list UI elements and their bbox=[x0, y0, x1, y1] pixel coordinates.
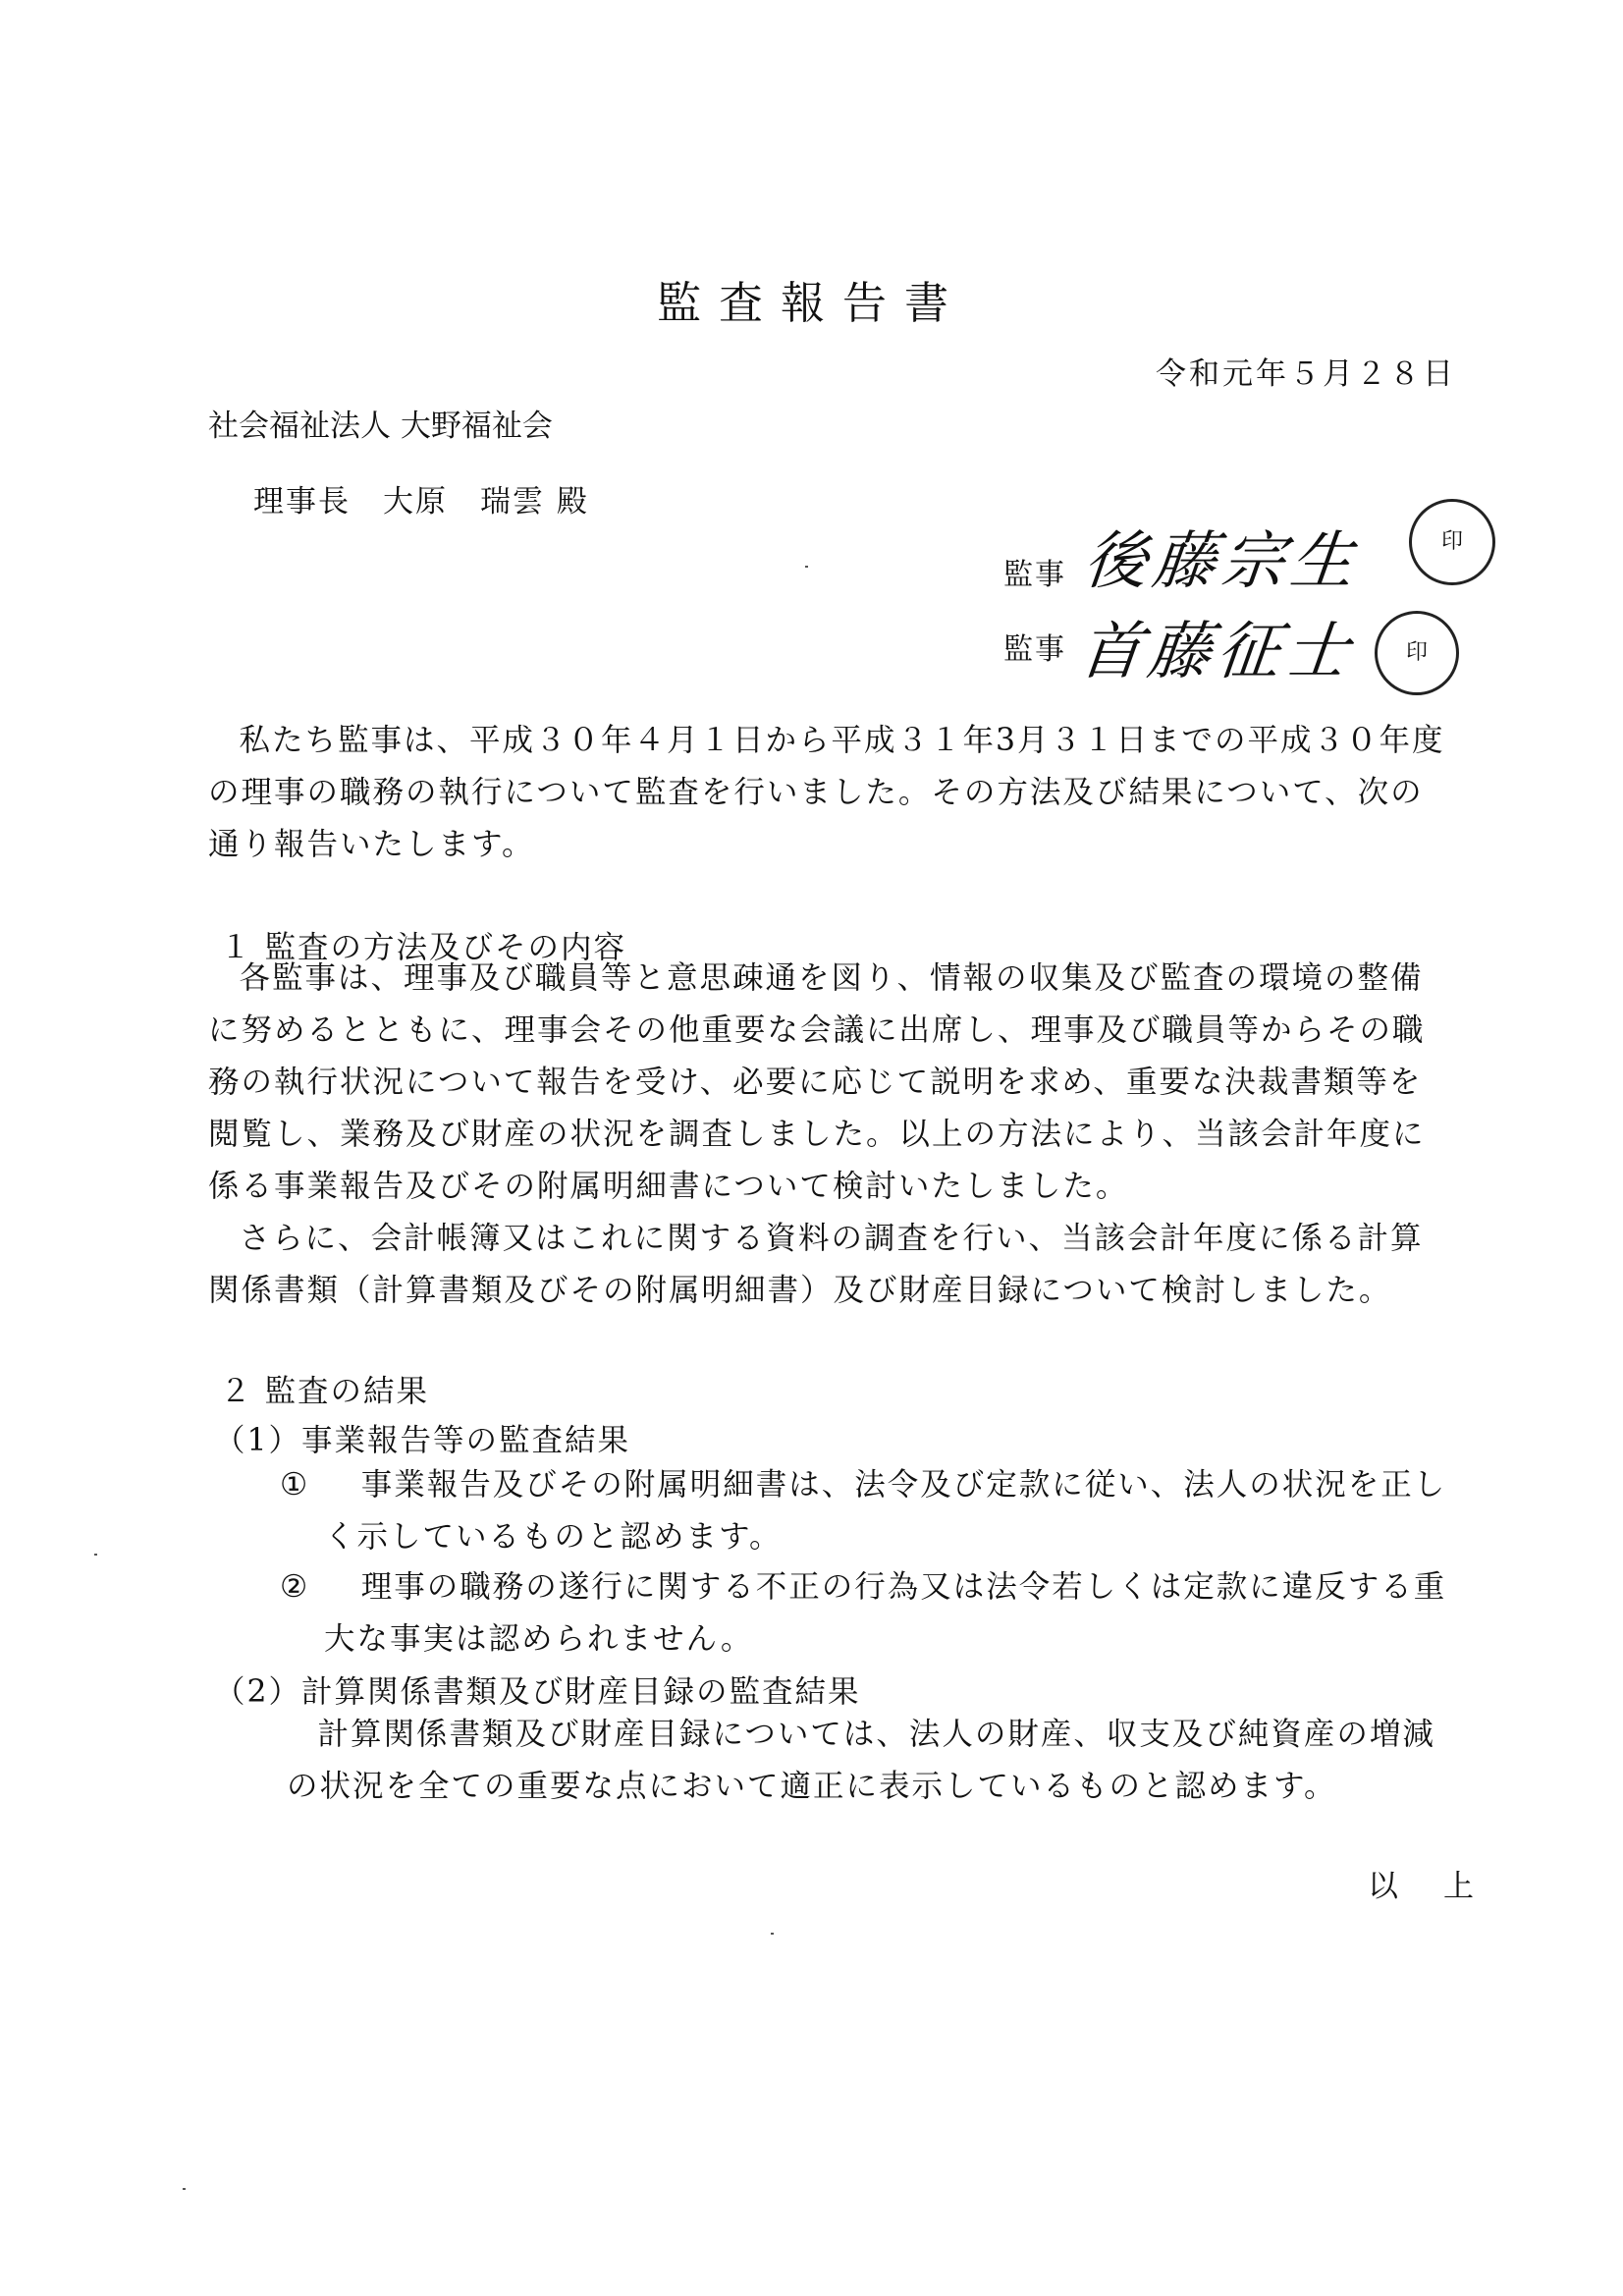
scan-speck bbox=[805, 566, 808, 568]
auditor-label-2: 監事 bbox=[1003, 632, 1066, 667]
item-text-2: 理事の職務の遂行に関する不正の行為又は法令若しくは定款に違反する重大な事実は認められません。 bbox=[324, 1569, 1447, 1657]
section1-heading: １ 監査の方法及びその内容 bbox=[220, 930, 627, 965]
section1-body bbox=[208, 953, 1445, 1317]
scan-speck bbox=[94, 1554, 97, 1556]
section1-paragraph-2: さらに、会計帳簿又はこれに関する資料の調査を行い、当該会計年度に係る計算関係書類（計算書類及びその附属明細書）及び財産目録について検討しました。 bbox=[208, 1221, 1424, 1308]
section1-paragraph-1: 各監事は、理事及び職員等と意思疎通を図り、情報の収集及び監査の環境の整備に努めるとともに、理事会その他重要な会議に出席し、理事及び職員等からその職務の執行状況について報告を受け、必要に応じて説明を求め、重要な決裁書類等を閲覧し、業務及び財産の状況を調査しました。以上の方法により、当該会計年度に係る事業報告及びその附属明細書について検討いたしました。 bbox=[208, 960, 1426, 1204]
item-text-1: 事業報告及びその附属明細書は、法令及び定款に従い、法人の状況を正しく示しているものと認めます。 bbox=[324, 1467, 1447, 1555]
intro-paragraph bbox=[208, 715, 1445, 871]
auditor-seal-2: 印 bbox=[1375, 611, 1459, 695]
document-title: 監査報告書 bbox=[656, 277, 966, 329]
closing-char-1: 以 bbox=[1368, 1869, 1400, 1904]
section2-sub2-heading: （2）計算関係書類及び財産目録の監査結果 bbox=[214, 1674, 861, 1710]
closing-mark bbox=[1325, 1861, 1476, 1905]
closing-char-2: 上 bbox=[1443, 1869, 1476, 1904]
auditor-signature-1: 後藤宗生 bbox=[1080, 525, 1364, 598]
item-marker-1: ① bbox=[280, 1467, 310, 1503]
auditor-label-1: 監事 bbox=[1003, 558, 1066, 592]
item-marker-2: ② bbox=[280, 1569, 310, 1605]
intro-text: 私たち監事は、平成３０年４月１日から平成３１年3月３１日までの平成３０年度の理事の職務の執行について監査を行いました。その方法及び結果について、次の通り報告いたします。 bbox=[208, 723, 1445, 862]
scan-speck bbox=[771, 1933, 774, 1935]
section2-sub2-text: 計算関係書類及び財産目録については、法人の財産、収支及び純資産の増減の状況を全ての重要な点において適正に表示しているものと認めます。 bbox=[287, 1717, 1435, 1804]
section2-sub1-heading: （1）事業報告等の監査結果 bbox=[214, 1423, 631, 1458]
section2-heading: ２ 監査の結果 bbox=[220, 1374, 430, 1409]
auditor-seal-1: 印 bbox=[1409, 499, 1495, 585]
scan-speck bbox=[183, 2188, 186, 2190]
chairman-name: 理事長 大原 瑞雲 殿 bbox=[253, 484, 589, 519]
addressee: 社会福祉法人 大野福祉会 bbox=[208, 409, 553, 444]
auditor-signature-2: 首藤征士 bbox=[1075, 616, 1359, 688]
document-date: 令和元年５月２８日 bbox=[1156, 356, 1456, 392]
